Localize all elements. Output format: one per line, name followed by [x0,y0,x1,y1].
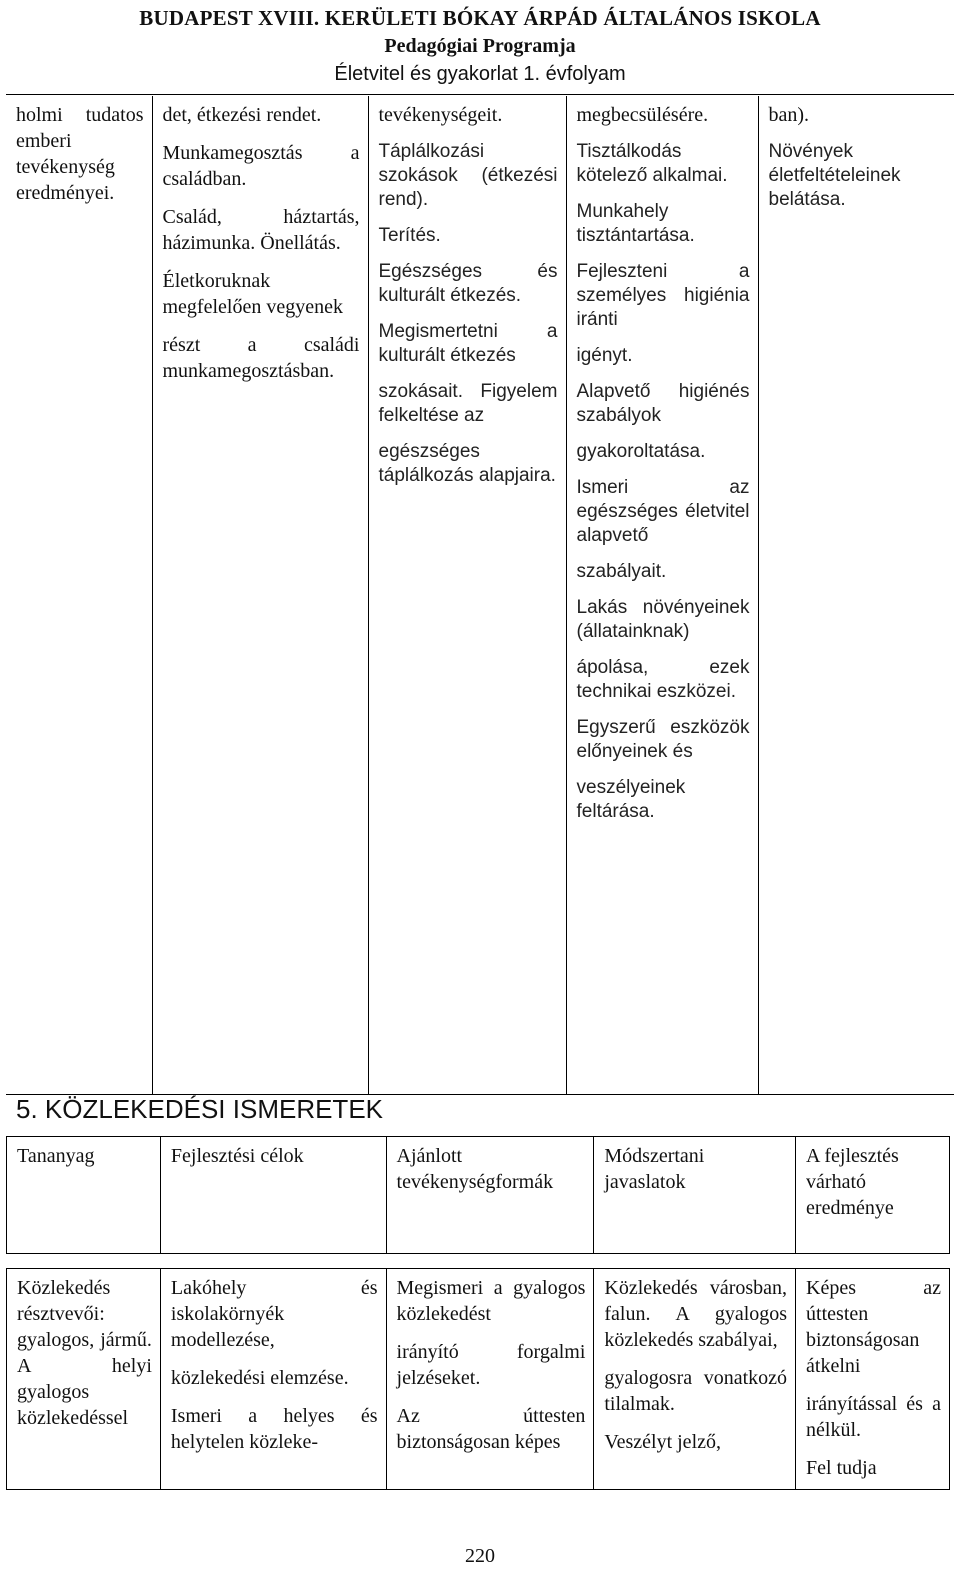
cell-paragraph: Életkoruknak megfelelően vegyenek [162,270,343,318]
cell-paragraph: részt a családi munkamegosztásban. [162,334,360,382]
school-name: BUDAPEST XVIII. KERÜLETI BÓKAY ÁRPÁD ÁLTALÁNOS ISKOLA [139,6,821,30]
cell-col3 [386,1269,594,1490]
header-cell: Módszertani javaslatok [594,1137,796,1254]
cell-col2 [152,96,368,1095]
cell-paragraph: Ismeri az egészséges életvitel alapvető [576,477,750,546]
cell-paragraph: közlekedési elemzése. [170,1367,349,1389]
cell-col3 [368,96,566,1095]
cell-paragraph: gyakoroltatása. [576,441,706,462]
cell-paragraph: ápolása, ezek technikai eszközei. [576,657,750,702]
cell-paragraph: Veszélyt jelző, [604,1431,721,1453]
header-cell: Fejlesztési célok [160,1137,386,1254]
table-row [7,1269,950,1490]
cell-paragraph: Közlekedés résztvevői: gyalogos, jármű. A helyi gyalogos közlekedéssel [17,1277,152,1429]
cell-paragraph: Család, háztartás, házimunka. Önellátás. [162,206,360,254]
cell-paragraph: Lakás növényeinek (állatainknak) [576,597,750,642]
cell-paragraph: Egyszerű eszközök előnyeinek és [576,717,750,762]
cell-paragraph: Lakóhely és iskolakörnyék modellezése, [170,1277,378,1351]
cell-paragraph: ban). [768,104,810,126]
cell-paragraph: Tisztálkodás kötelező alkalmai. [576,141,728,186]
header-cell: Tananyag [7,1137,161,1254]
cell-paragraph: Képes az úttesten biztonságosan átkelni [806,1277,941,1377]
cell-paragraph: Az úttesten biztonságosan képes [396,1405,586,1453]
header-cell: A fejlesztés várható eredménye [796,1137,950,1254]
cell-col1 [7,1269,161,1490]
cell-paragraph: Alapvető higiénés szabályok [576,381,750,426]
cell-paragraph: Fel tudja [806,1457,877,1479]
cell-paragraph: Munkahely tisztántartása. [576,201,695,246]
cell-col2 [160,1269,386,1490]
cell-paragraph: Munkamegosztás a családban. [162,142,360,190]
table-gap [7,1254,950,1269]
cell-paragraph: igényt. [576,345,633,366]
cell-col4 [566,96,758,1095]
cell-paragraph: Megismertetni a kulturált étkezés [378,321,558,366]
cell-paragraph: Ismeri a helyes és helytelen közleke- [170,1405,378,1453]
cell-paragraph: Közlekedés városban, falun. A gyalogos közlekedés szabályai, [604,1277,788,1351]
cell-paragraph: Fejleszteni a személyes higiénia iránti [576,261,750,330]
cell-paragraph: Megismeri a gyalogos közlekedést [396,1277,586,1325]
cell-paragraph: tevékenységeit. [378,104,503,126]
cell-paragraph: irányító forgalmi jelzéseket. [396,1341,586,1389]
section-title: 5. KÖZLEKEDÉSI ISMERETEK [16,1094,383,1124]
header-cell: Ajánlott tevékenységformák [386,1137,594,1254]
program-title: Pedagógiai Programja [384,35,576,57]
cell-paragraph: holmi tudatos emberi tevékenység eredményei. [16,104,144,204]
cell-paragraph: Táplálkozási szokások (étkezési rend). [378,141,558,210]
cell-paragraph: megbecsülésére. [576,104,709,126]
cell-paragraph: veszélyeinek feltárása. [576,777,686,822]
cell-col1 [6,96,152,1095]
cell-paragraph: Növények életfeltételeinek belátása. [768,141,901,210]
cell-col4 [594,1269,796,1490]
cell-col5 [796,1269,950,1490]
cell-paragraph: Terítés. [378,225,441,246]
curriculum-table-continued [6,96,954,1095]
cell-paragraph: szabályait. [576,561,667,582]
subject-title: Életvitel és gyakorlat 1. évfolyam [334,63,626,85]
page-number: 220 [465,1545,495,1567]
table-header-row [7,1137,950,1254]
cell-paragraph: gyalogosra vonatkozó tilalmak. [604,1367,788,1415]
cell-paragraph: Egészséges és kulturált étkezés. [378,261,558,306]
page-header [0,4,960,88]
cell-paragraph: egészséges táplálkozás alapjaira. [378,441,556,486]
cell-paragraph: szokásait. Figyelem felkeltése az [378,381,558,426]
cell-paragraph: irányítással és a nélkül. [806,1393,941,1441]
header-rule [6,94,954,95]
cell-paragraph: det, étkezési rendet. [162,104,322,126]
cell-col5 [758,96,954,1095]
transport-curriculum-table [6,1136,950,1490]
